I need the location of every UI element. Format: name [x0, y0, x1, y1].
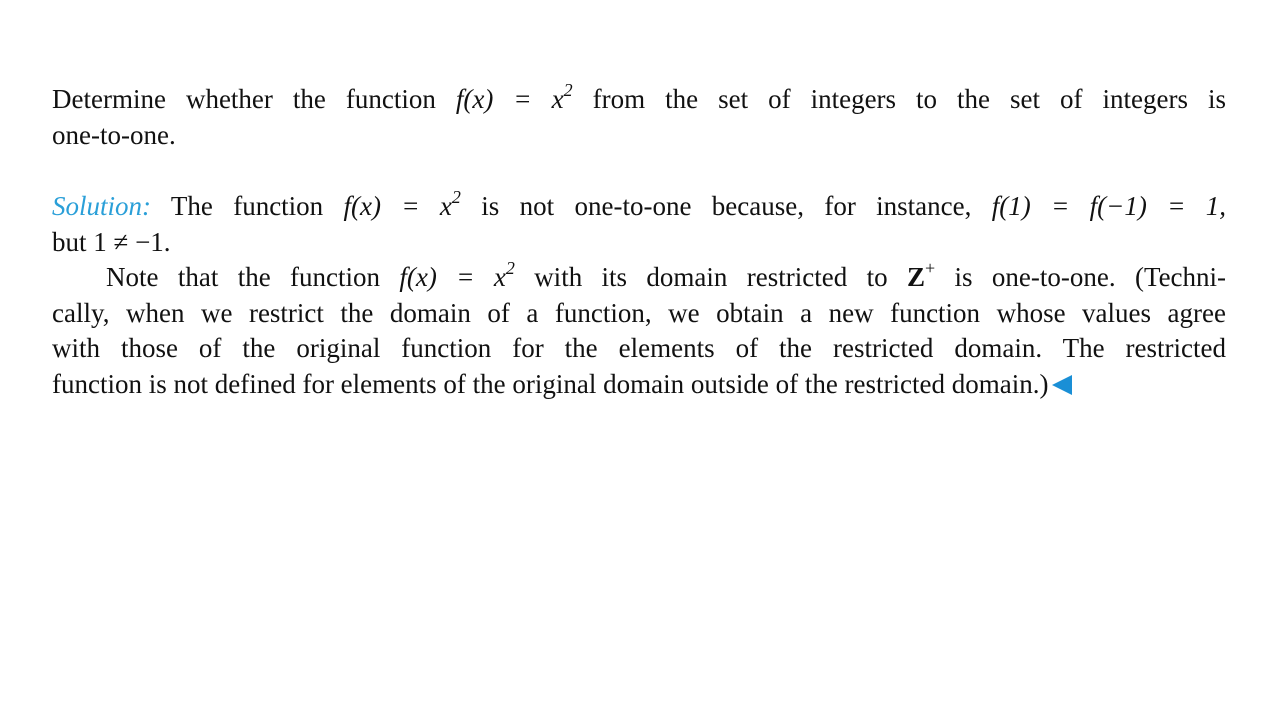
problem-math	[455, 80, 573, 114]
solution-label: Solution:	[52, 191, 151, 221]
note-line-4	[52, 367, 1226, 403]
problem-math-exponent: 2	[563, 80, 573, 100]
example-text	[52, 82, 1226, 402]
note-math-exponent: 2	[505, 258, 515, 278]
note-line-4-text: function is not defined for elements of the original domain outside of the restricted domain.)	[52, 368, 1049, 399]
note-text-before: Note that the function	[106, 262, 381, 292]
note-text-after: is one-to-one. (Techni-	[954, 262, 1227, 292]
problem-text-before: Determine whether the function	[52, 84, 436, 114]
solution-line-1	[52, 189, 1226, 225]
integer-set-symbol: Z	[906, 262, 925, 292]
problem-math-expr: f(x) = x	[455, 84, 564, 114]
paragraph-gap	[52, 153, 1226, 189]
note-line-1	[52, 260, 1226, 296]
solution-math-2: f(1) = f(−1) = 1,	[991, 191, 1227, 221]
solution-text-start	[52, 191, 323, 221]
note-text-middle: with its domain restricted to	[534, 262, 888, 292]
solution-text-before: The function	[170, 191, 324, 221]
problem-line-1	[52, 82, 1226, 118]
problem-line-2: one-to-one.	[52, 119, 176, 150]
solution-math-exponent: 2	[451, 187, 461, 207]
solution-line-2: but 1 ≠ −1.	[52, 226, 171, 257]
note-set	[906, 258, 936, 292]
end-of-example-icon	[1052, 375, 1072, 395]
note-math-expr: f(x) = x	[399, 262, 506, 292]
note-math	[399, 258, 515, 292]
solution-text-middle: is not one-to-one because, for instance,	[481, 191, 972, 221]
problem-text-after: from the set of integers to the set of integers is	[592, 84, 1227, 114]
solution-math	[343, 187, 461, 221]
note-line-3: with those of the original function for the elements of the restricted domain. The restricted	[52, 333, 1226, 363]
solution-math-expr: f(x) = x	[343, 191, 452, 221]
note-line-2: cally, when we restrict the domain of a function, we obtain a new function whose values agree	[52, 297, 1226, 328]
integer-set-superscript: +	[925, 258, 936, 278]
